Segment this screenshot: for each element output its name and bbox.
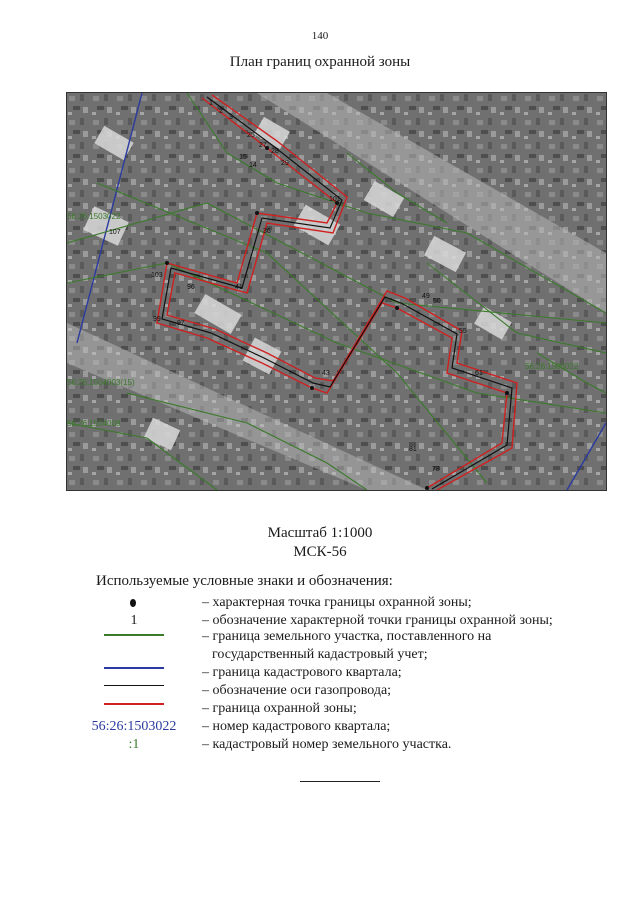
legend-text: – обозначение оси газопровода; [202,683,392,698]
quarter-label: 56:26:1504003(15) [67,378,135,387]
point-label: 15 [239,154,247,161]
legend-item-point [72,595,612,613]
legend-symbol-text: 56:26:1503022 [91,719,177,734]
legend-symbol [72,595,196,613]
point-label: 103 [151,272,163,279]
point-label: 99 [153,316,161,323]
map-canvas [67,93,606,490]
legend-text: – обозначение характерной точки границы охранной зоны; [202,613,553,628]
page-number: 140 [311,30,329,42]
legend-item-protection-zone [72,701,612,719]
point-dot-icon [130,599,136,607]
legend-text-continued: государственный кадастровый учет; [212,647,428,662]
legend-text: – номер кадастрового квартала; [202,719,391,734]
legend-symbol [72,683,196,701]
legend-item-gas-axis [72,683,612,701]
legend-symbol [72,665,196,683]
legend-symbol-text: 1 [130,613,138,628]
point-label: 3 [229,114,233,121]
point-label: 27 [259,142,267,149]
point-label: 96 [187,284,195,291]
legend-symbol [72,629,196,647]
quarter-label: 56:26:1503022 [67,212,121,221]
scale-ratio: Масштаб 1:1000 [267,525,373,541]
point-label: 36 [263,228,271,235]
red-line-icon [104,703,164,705]
point-label: 81 [409,446,417,453]
legend-item-quarter-number [72,719,612,737]
plan-title: План границ охранной зоны [229,54,411,70]
legend-symbol [72,719,196,737]
point-label: 2 [219,108,223,115]
legend-text: – характерная точка границы охранной зоны; [202,595,472,610]
legend-symbol-text: :1 [128,737,140,752]
point-label: 78 [432,466,440,473]
footer-rule [300,781,380,782]
blue-line-icon [104,667,164,669]
scale-block [0,524,640,562]
legend-symbol [72,701,196,719]
quarter-label: 56:26:1505022 [525,362,579,371]
point-label: 107 [109,229,121,236]
point-label: 55 [459,328,467,335]
point-label: 43 [322,370,330,377]
legend-item-quarter-boundary [72,665,612,683]
legend-text: – граница кадастрового квартала; [202,665,402,680]
black-line-icon [104,685,164,686]
point-label: 1 [209,100,213,107]
point-label: 101 [329,196,341,203]
legend-text: – граница земельного участка, поставленного на [202,629,492,644]
point-label: 97 [177,320,185,327]
quarter-label: 56:26:1504008 [67,419,121,428]
legend-text: – граница охранной зоны; [202,701,357,716]
legend-item-parcel-boundary [72,629,612,665]
legend-symbol [72,737,196,755]
coordinate-system: МСК-56 [293,544,347,560]
legend-text: – кадастровый номер земельного участка. [202,737,452,752]
aerial-map [66,92,607,491]
point-label: 25 [247,132,255,139]
green-line-icon [104,634,164,636]
point-label: 61 [475,370,483,377]
point-label: 28 [271,148,279,155]
legend-heading: Используемые условные знаки и обозначения: [96,573,393,589]
point-label: 29 [281,160,289,167]
legend-item-parcel-number [72,737,612,755]
point-label: 14 [249,162,257,169]
point-label: 50 [433,298,441,305]
point-label: 41 [235,284,243,291]
point-label: 49 [422,293,430,300]
